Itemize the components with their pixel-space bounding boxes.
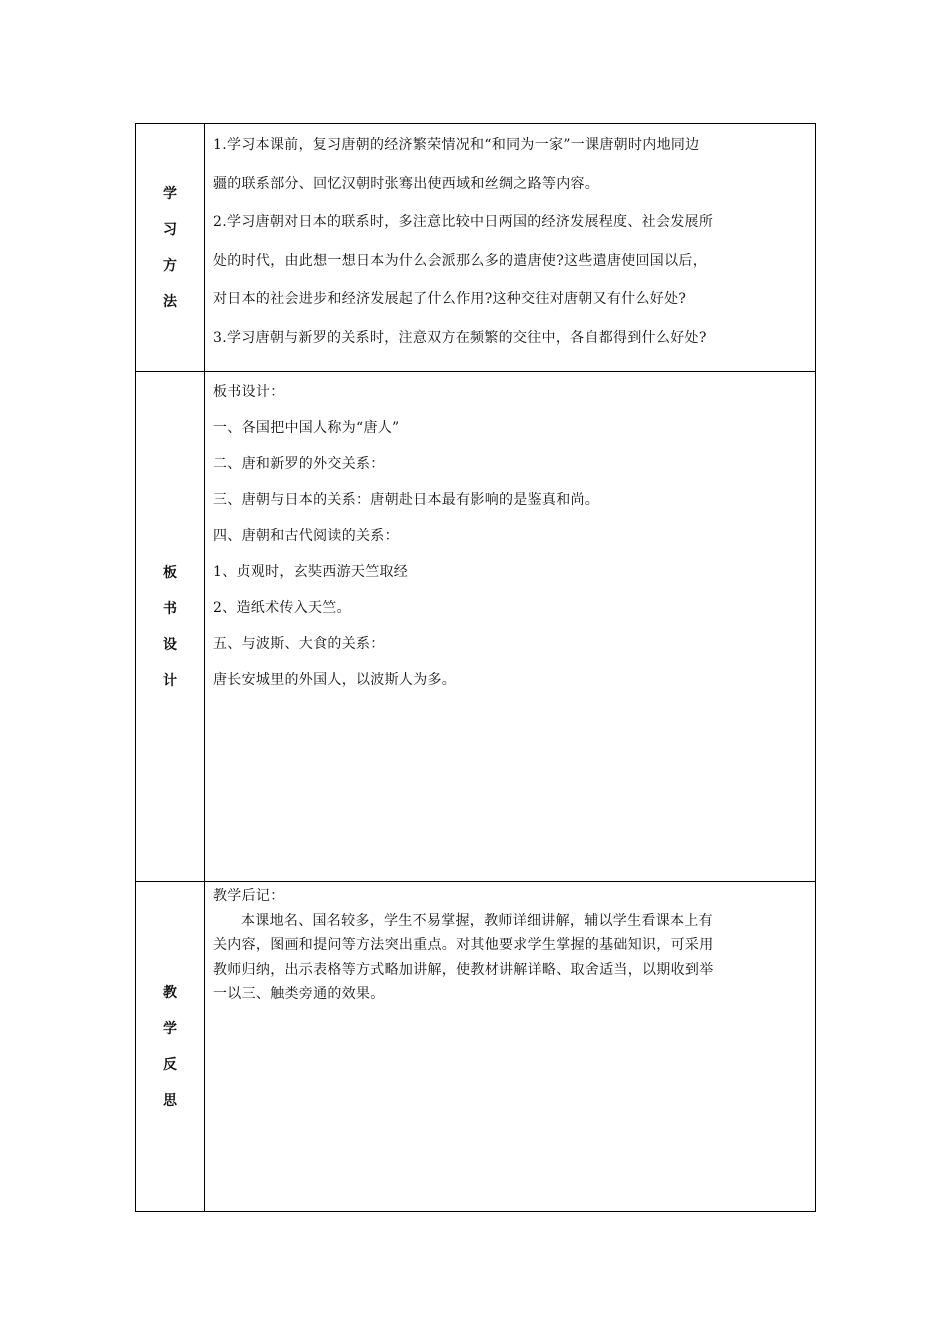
study-method-paragraph: 处的时代，由此想一想日本为什么会派那么多的遣唐使?这些遣唐使回国以后， [213, 252, 708, 269]
lesson-plan-table [135, 123, 816, 1212]
board-design-line: 二、唐和新罗的外交关系： [213, 456, 385, 472]
board-design-label-cell [136, 372, 205, 882]
study-method-paragraph: 对日本的社会进步和经济发展起了什么作用?这种交往对唐朝又有什么好处? [213, 291, 687, 307]
study-method-row [136, 124, 816, 372]
board-design-line: 三、唐朝与日本的关系：唐朝赴日本最有影响的是鉴真和尚。 [213, 492, 600, 508]
board-design-line: 2、造纸术传入天竺。 [213, 600, 351, 616]
board-design-line: 四、唐朝和古代阅读的关系： [213, 528, 399, 544]
board-design-label [136, 555, 204, 699]
board-design-line: 板书设计： [213, 384, 285, 400]
teaching-reflection-label-cell [136, 882, 205, 1212]
board-design-label-char: 板 [163, 564, 177, 581]
board-design-line: 唐长安城里的外国人，以波斯人为多。 [213, 672, 457, 688]
teaching-reflection-line: 教师归纳，出示表格等方式略加讲解，使教材讲解详略、取舍适当，以期收到举 [213, 961, 714, 978]
teaching-reflection-heading: 教学后记： [213, 888, 285, 904]
teaching-reflection-label-char: 教 [163, 984, 177, 1001]
board-design-line: 五、与波斯、大食的关系： [213, 636, 385, 652]
teaching-reflection-content [205, 882, 815, 1007]
teaching-reflection-line: 本课地名、国名较多，学生不易掌握，教师详细讲解，辅以学生看课本上有 [241, 912, 713, 929]
study-method-paragraph: 疆的联系部分、回忆汉朝时张骞出使西域和丝绸之路等内容。 [213, 175, 600, 192]
teaching-reflection-content-cell [205, 882, 816, 1212]
board-design-label-char: 设 [163, 636, 177, 653]
study-method-label [136, 176, 204, 320]
board-design-label-char: 计 [163, 672, 177, 689]
study-method-paragraph: 3.学习唐朝与新罗的关系时，注意双方在频繁的交往中，各自都得到什么好处? [213, 329, 707, 346]
teaching-reflection-label [136, 975, 204, 1119]
study-method-label-cell [136, 124, 205, 372]
study-method-paragraph: 1.学习本课前，复习唐朝的经济繁荣情况和“和同为一家”一课唐朝时内地同边 [213, 137, 700, 153]
board-design-row [136, 372, 816, 882]
study-method-content [205, 124, 815, 357]
study-method-paragraph: 2.学习唐朝对日本的联系时，多注意比较中日两国的经济发展程度、社会发展所 [213, 214, 714, 230]
teaching-reflection-label-char: 学 [163, 1020, 177, 1037]
teaching-reflection-line: 一以三、触类旁通的效果。 [213, 986, 385, 1002]
teaching-reflection-label-char: 思 [163, 1092, 177, 1109]
board-design-line: 1、贞观时，玄奘西游天竺取经 [213, 564, 409, 580]
study-method-label-char: 学 [163, 185, 177, 202]
study-method-label-char: 方 [163, 257, 177, 274]
study-method-content-cell [205, 124, 816, 372]
board-design-content-cell [205, 372, 816, 882]
teaching-reflection-line: 关内容，图画和提问等方法突出重点。对其他要求学生掌握的基础知识，可采用 [213, 937, 714, 953]
teaching-reflection-label-char: 反 [163, 1056, 177, 1073]
study-method-label-char: 法 [163, 293, 177, 310]
board-design-line: 一、各国把中国人称为“唐人” [213, 420, 400, 436]
teaching-reflection-row [136, 882, 816, 1212]
study-method-label-char: 习 [163, 221, 177, 238]
board-design-content [205, 372, 815, 698]
board-design-label-char: 书 [163, 600, 177, 617]
